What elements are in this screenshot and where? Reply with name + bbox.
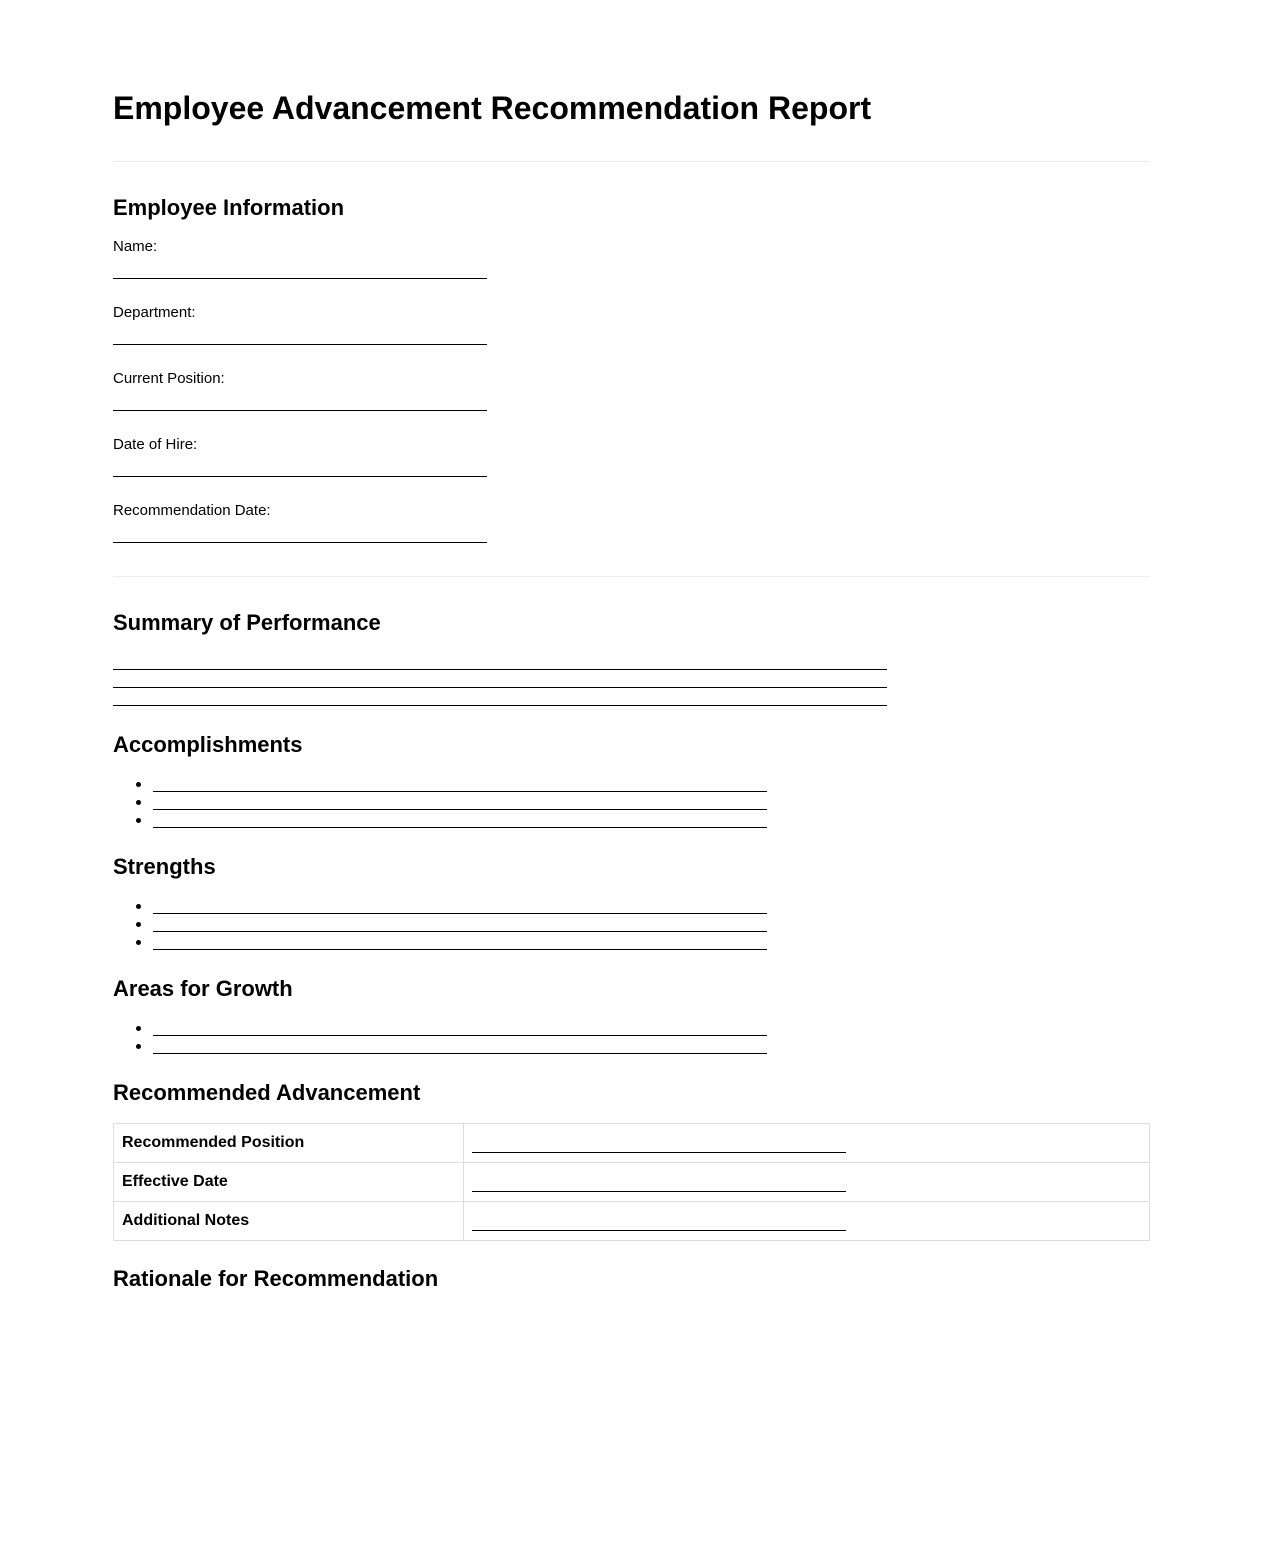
value-cell[interactable] <box>464 1124 1150 1163</box>
field-label-department: Department: <box>113 304 196 321</box>
value-cell[interactable] <box>464 1202 1150 1241</box>
row-label: Recommended Position <box>114 1124 464 1163</box>
field-label-recommendation-date: Recommendation Date: <box>113 502 271 519</box>
blank-line[interactable] <box>472 1152 846 1153</box>
employee-info-heading: Employee Information <box>113 195 345 220</box>
name-field-line[interactable] <box>113 278 487 279</box>
field-label-date-of-hire: Date of Hire: <box>113 436 198 453</box>
advancement-table <box>113 1123 1150 1241</box>
table-row <box>114 1202 1150 1241</box>
recommendation-date-field-line[interactable] <box>113 542 487 543</box>
advancement-heading: Recommended Advancement <box>113 1080 421 1105</box>
strengths-heading: Strengths <box>113 854 216 879</box>
current-position-field-line[interactable] <box>113 410 487 411</box>
bullet <box>136 1044 141 1049</box>
table-row <box>114 1163 1150 1202</box>
blank-line[interactable] <box>472 1230 846 1231</box>
bullet <box>136 818 141 823</box>
strength-line[interactable] <box>153 949 767 950</box>
value-cell[interactable] <box>464 1163 1150 1202</box>
summary-heading: Summary of Performance <box>113 610 381 635</box>
bullet <box>136 922 141 927</box>
summary-line[interactable] <box>113 669 887 670</box>
date-of-hire-field-line[interactable] <box>113 476 487 477</box>
growth-line[interactable] <box>153 1053 767 1054</box>
accomplishment-line[interactable] <box>153 791 767 792</box>
field-label-name: Name: <box>113 238 158 255</box>
bullet <box>136 782 141 787</box>
bullet <box>136 800 141 805</box>
accomplishment-line[interactable] <box>153 827 767 828</box>
divider <box>113 576 1150 577</box>
strength-line[interactable] <box>153 913 767 914</box>
accomplishments-heading: Accomplishments <box>113 732 303 757</box>
strength-line[interactable] <box>153 931 767 932</box>
bullet <box>136 904 141 909</box>
accomplishment-line[interactable] <box>153 809 767 810</box>
summary-line[interactable] <box>113 705 887 706</box>
blank-line[interactable] <box>472 1191 846 1192</box>
row-label: Effective Date <box>114 1163 464 1202</box>
growth-heading: Areas for Growth <box>113 976 293 1001</box>
summary-line[interactable] <box>113 687 887 688</box>
department-field-line[interactable] <box>113 344 487 345</box>
divider <box>113 161 1150 162</box>
row-label: Additional Notes <box>114 1202 464 1241</box>
field-label-current-position: Current Position: <box>113 370 225 387</box>
bullet <box>136 940 141 945</box>
growth-line[interactable] <box>153 1035 767 1036</box>
table-row <box>114 1124 1150 1163</box>
rationale-heading: Rationale for Recommendation <box>113 1266 439 1291</box>
page-title: Employee Advancement Recommendation Report <box>113 90 872 126</box>
bullet <box>136 1026 141 1031</box>
